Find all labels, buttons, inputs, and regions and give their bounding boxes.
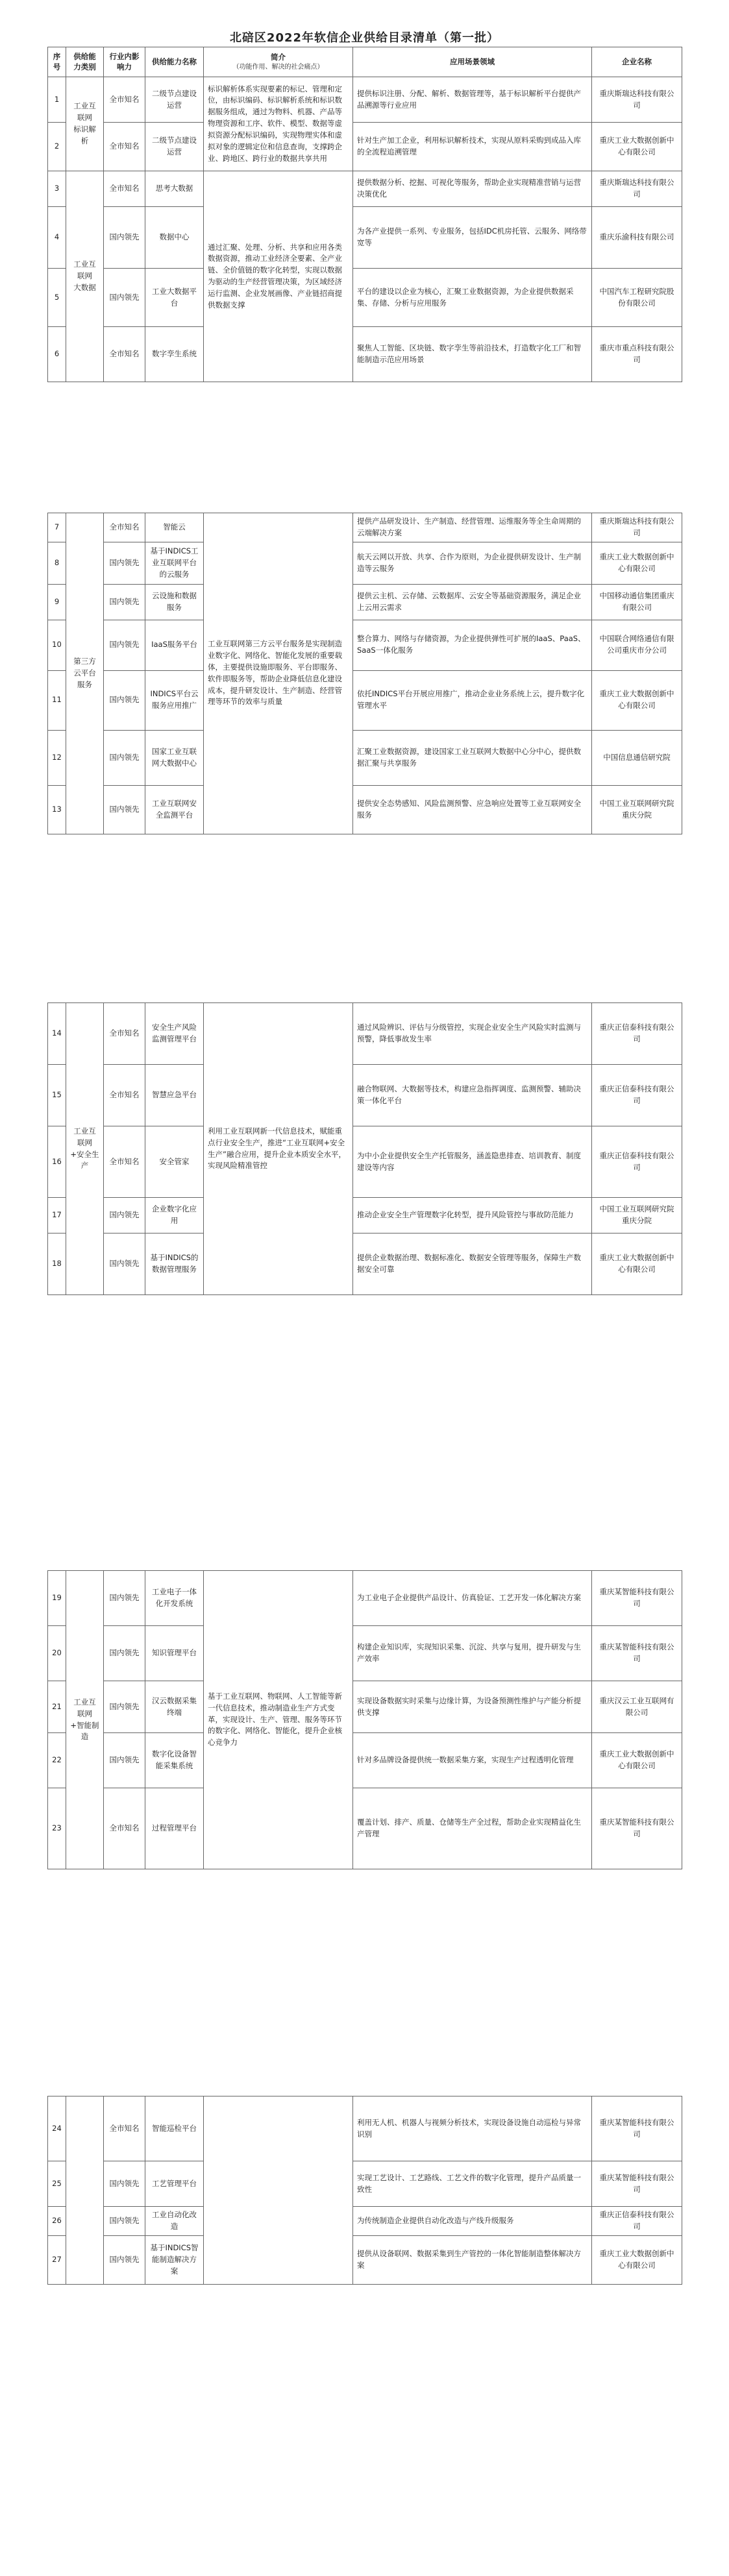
cell-application-scenario: 汇聚工业数据资源，建设国家工业互联网大数据中心分中心，提供数据汇聚与共享服务	[353, 730, 592, 785]
cell-capability-name: 二级节点建设 运营	[145, 77, 204, 123]
cell-company-name: 中国汽车工程研究院股份有限公司	[592, 269, 682, 327]
cell-number: 25	[48, 2161, 66, 2207]
cell-number: 12	[48, 730, 66, 785]
cell-industry-influence: 全市知名	[104, 1788, 145, 1869]
cell-industry-influence: 全市知名	[104, 2096, 145, 2161]
cell-number: 3	[48, 171, 66, 207]
cell-application-scenario: 推动企业安全生产管理数字化转型，提升风险管控与事故防范能力	[353, 1198, 592, 1233]
table-row	[48, 1788, 682, 1869]
cell-application-scenario: 为传统制造企业提供自动化改造与产线升级服务	[353, 2207, 592, 2236]
cell-capability-name: 云设施和数据服务	[145, 584, 204, 620]
cell-capability-name: 基于INDICS的数据管理服务	[145, 1233, 204, 1295]
cell-category: 工业互联网 大数据	[66, 171, 104, 382]
cell-application-scenario: 针对生产加工企业，利用标识解析技术，实现从原料采购到成品入库的全流程追溯管理	[353, 123, 592, 171]
cell-company-name: 重庆乐渝科技有限公司	[592, 207, 682, 269]
cell-company-name: 中国联合网络通信有限公司重庆市分公司	[592, 620, 682, 670]
cell-industry-influence: 国内领先	[104, 542, 145, 584]
cell-number: 13	[48, 785, 66, 834]
cell-introduction: 基于工业互联网、物联网、人工智能等新一代信息技术，推动制造业生产方式变革，实现设计、生产、管理、服务等环节的数字化、网络化、智能化，提升企业核心竞争力	[204, 1571, 353, 1869]
cell-company-name: 重庆工业大数据创新中心有限公司	[592, 1233, 682, 1295]
cell-number: 22	[48, 1733, 66, 1788]
cell-industry-influence: 国内领先	[104, 670, 145, 730]
cell-industry-influence: 全市知名	[104, 77, 145, 123]
cell-capability-name: 智慧应急平台	[145, 1065, 204, 1126]
cell-number: 26	[48, 2207, 66, 2236]
cell-company-name: 重庆汉云工业互联网有限公司	[592, 1681, 682, 1733]
table-row	[48, 327, 682, 382]
cell-industry-influence: 全市知名	[104, 1126, 145, 1198]
cell-application-scenario: 实现设备数据实时采集与边缘计算，为设备预测性维护与产能分析提供支撑	[353, 1681, 592, 1733]
cell-application-scenario: 航天云网以开放、共享、合作为原则，为企业提供研发设计、生产制造等云服务	[353, 542, 592, 584]
table-row	[48, 2235, 682, 2284]
cell-application-scenario: 实现工艺设计、工艺路线、工艺文件的数字化管理，提升产品质量一致性	[353, 2161, 592, 2207]
cell-number: 18	[48, 1233, 66, 1295]
header-row	[48, 47, 682, 77]
cell-application-scenario: 平台的建设以企业为核心，汇聚工业数据资源，为企业提供数据采集、存储、分析与应用服务	[353, 269, 592, 327]
header-scenario: 应用场景领域	[353, 47, 592, 77]
cell-company-name: 重庆工业大数据创新中心有限公司	[592, 670, 682, 730]
table-row	[48, 2161, 682, 2207]
cell-number: 1	[48, 77, 66, 123]
cell-industry-influence: 国内领先	[104, 2207, 145, 2236]
cell-category	[66, 2096, 104, 2285]
cell-capability-name: IaaS服务平台	[145, 620, 204, 670]
cell-company-name: 重庆斯瑞达科技有限公司	[592, 77, 682, 123]
header-intro-title: 简介	[271, 52, 286, 62]
cell-application-scenario: 提供数据分析、挖掘、可视化等服务，帮助企业实现精准营销与运营决策优化	[353, 171, 592, 207]
cell-capability-name: 过程管理平台	[145, 1788, 204, 1869]
cell-company-name: 重庆正信泰科技有限公司	[592, 1003, 682, 1065]
cell-industry-influence: 国内领先	[104, 730, 145, 785]
cell-industry-influence: 国内领先	[104, 1233, 145, 1295]
cell-introduction: 通过汇聚、处理、分析、共享和应用各类数据资源，推动工业经济全要素、全产业链、全价值链的数字化转型，实现以数据为驱动的生产经营管理决策，为区域经济运行监测、企业发展画像、产业链招商提供数据支撑	[204, 171, 353, 382]
cell-capability-name: 智能云	[145, 513, 204, 542]
header-name: 供给能力名称	[145, 47, 204, 77]
cell-category: 工业互联网 +安全生产	[66, 1003, 104, 1295]
cell-number: 15	[48, 1065, 66, 1126]
document-title: 北碚区2022年软信企业供给目录清单（第一批）	[229, 31, 500, 45]
cell-application-scenario: 提供产品研发设计、生产制造、经营管理、运维服务等全生命周期的云端解决方案	[353, 513, 592, 542]
table-row	[48, 123, 682, 171]
table-row	[48, 1198, 682, 1233]
cell-application-scenario: 提供安全态势感知、风险监测预警、应急响应处置等工业互联网安全服务	[353, 785, 592, 834]
cell-application-scenario: 提供企业数据治理、数据标准化、数据安全管理等服务，保障生产数据安全可靠	[353, 1233, 592, 1295]
cell-industry-influence: 国内领先	[104, 1733, 145, 1788]
table-row	[48, 670, 682, 730]
cell-industry-influence: 全市知名	[104, 327, 145, 382]
header-intro-subtitle: （功能作用、解决的社会痛点）	[232, 63, 324, 71]
directory-table	[47, 2096, 682, 2285]
cell-category: 工业互联网 +智能制造	[66, 1571, 104, 1869]
cell-industry-influence: 国内领先	[104, 1571, 145, 1626]
cell-introduction: 工业互联网第三方云平台服务是实现制造业数字化、网络化、智能化发展的重要载体，主要提供设施即服务、平台即服务、软件即服务等，帮助企业降低信息化建设成本，提升研发设计、生产制造、经营管理等环节的效率与质量	[204, 513, 353, 834]
cell-number: 21	[48, 1681, 66, 1733]
table-row	[48, 584, 682, 620]
cell-capability-name: 安全管家	[145, 1126, 204, 1198]
table-row	[48, 1003, 682, 1065]
cell-application-scenario: 融合物联网、大数据等技术，构建应急指挥调度、监测预警、辅助决策一体化平台	[353, 1065, 592, 1126]
cell-capability-name: 数据中心	[145, 207, 204, 269]
cell-industry-influence: 全市知名	[104, 1065, 145, 1126]
table-row	[48, 1065, 682, 1126]
cell-company-name: 中国移动通信集团重庆有限公司	[592, 584, 682, 620]
header-industry: 行业内影响力	[104, 47, 145, 77]
cell-application-scenario: 通过风险辨识、评估与分级管控，实现企业安全生产风险实时监测与预警，降低事故发生率	[353, 1003, 592, 1065]
cell-category: 第三方 云平台服务	[66, 513, 104, 834]
cell-company-name: 重庆正信泰科技有限公司	[592, 1126, 682, 1198]
cell-capability-name: 安全生产风险监测管理平台	[145, 1003, 204, 1065]
cell-capability-name: 企业数字化应用	[145, 1198, 204, 1233]
cell-capability-name: 二级节点建设 运营	[145, 123, 204, 171]
cell-company-name: 重庆某智能科技有限公司	[592, 1571, 682, 1626]
cell-capability-name: INDICS平台云服务应用推广	[145, 670, 204, 730]
cell-number: 17	[48, 1198, 66, 1233]
cell-number: 11	[48, 670, 66, 730]
cell-capability-name: 工业大数据平台	[145, 269, 204, 327]
table-row	[48, 269, 682, 327]
cell-company-name: 重庆某智能科技有限公司	[592, 2161, 682, 2207]
header-category: 供给能力类别	[66, 47, 104, 77]
cell-company-name: 重庆斯瑞达科技有限公司	[592, 513, 682, 542]
cell-capability-name: 工业互联网安全监测平台	[145, 785, 204, 834]
cell-industry-influence: 国内领先	[104, 785, 145, 834]
header-intro	[204, 47, 353, 77]
cell-industry-influence: 国内领先	[104, 584, 145, 620]
cell-capability-name: 数字孪生系统	[145, 327, 204, 382]
cell-industry-influence: 国内领先	[104, 2161, 145, 2207]
cell-capability-name: 智能巡检平台	[145, 2096, 204, 2161]
table-row	[48, 1571, 682, 1626]
table-row	[48, 207, 682, 269]
table-row	[48, 1233, 682, 1295]
cell-number: 9	[48, 584, 66, 620]
cell-capability-name: 工艺管理平台	[145, 2161, 204, 2207]
table-row	[48, 513, 682, 542]
cell-company-name: 重庆正信泰科技有限公司	[592, 2207, 682, 2236]
cell-industry-influence: 国内领先	[104, 207, 145, 269]
table-row	[48, 171, 682, 207]
cell-category: 工业互联网 标识解析	[66, 77, 104, 171]
table-row	[48, 77, 682, 123]
cell-industry-influence: 国内领先	[104, 1681, 145, 1733]
cell-industry-influence: 全市知名	[104, 513, 145, 542]
cell-company-name: 重庆某智能科技有限公司	[592, 1788, 682, 1869]
cell-number: 24	[48, 2096, 66, 2161]
cell-industry-influence: 国内领先	[104, 1626, 145, 1681]
cell-number: 27	[48, 2235, 66, 2284]
table-row	[48, 1733, 682, 1788]
cell-company-name: 重庆市重点科技有限公司	[592, 327, 682, 382]
cell-capability-name: 工业自动化改造	[145, 2207, 204, 2236]
cell-number: 8	[48, 542, 66, 584]
cell-company-name: 中国信息通信研究院	[592, 730, 682, 785]
cell-capability-name: 思考大数据	[145, 171, 204, 207]
cell-application-scenario: 构建企业知识库，实现知识采集、沉淀、共享与复用，提升研发与生产效率	[353, 1626, 592, 1681]
cell-number: 20	[48, 1626, 66, 1681]
table-row	[48, 1626, 682, 1681]
table-row	[48, 1126, 682, 1198]
cell-industry-influence: 国内领先	[104, 2235, 145, 2284]
cell-application-scenario: 利用无人机、机器人与视频分析技术，实现设备设施自动巡检与异常识别	[353, 2096, 592, 2161]
cell-company-name: 重庆某智能科技有限公司	[592, 1626, 682, 1681]
cell-capability-name: 知识管理平台	[145, 1626, 204, 1681]
table-row	[48, 730, 682, 785]
cell-introduction	[204, 2096, 353, 2285]
cell-application-scenario: 依托INDICS平台开展应用推广，推动企业业务系统上云，提升数字化管理水平	[353, 670, 592, 730]
cell-application-scenario: 为中小企业提供安全生产托管服务，涵盖隐患排查、培训教育、制度建设等内容	[353, 1126, 592, 1198]
table-row	[48, 785, 682, 834]
cell-number: 7	[48, 513, 66, 542]
cell-number: 5	[48, 269, 66, 327]
table-row	[48, 1681, 682, 1733]
cell-company-name: 重庆工业大数据创新中心有限公司	[592, 123, 682, 171]
cell-number: 14	[48, 1003, 66, 1065]
cell-number: 16	[48, 1126, 66, 1198]
cell-company-name: 重庆工业大数据创新中心有限公司	[592, 1733, 682, 1788]
table-row	[48, 2096, 682, 2161]
cell-application-scenario: 覆盖计划、排产、质量、仓储等生产全过程，帮助企业实现精益化生产管理	[353, 1788, 592, 1869]
cell-industry-influence: 国内领先	[104, 269, 145, 327]
cell-application-scenario: 为工业电子企业提供产品设计、仿真验证、工艺开发一体化解决方案	[353, 1571, 592, 1626]
cell-number: 19	[48, 1571, 66, 1626]
cell-industry-influence: 全市知名	[104, 1003, 145, 1065]
cell-industry-influence: 全市知名	[104, 123, 145, 171]
directory-table	[47, 47, 682, 382]
cell-capability-name: 国家工业互联网大数据中心	[145, 730, 204, 785]
cell-industry-influence: 国内领先	[104, 1198, 145, 1233]
cell-company-name: 重庆工业大数据创新中心有限公司	[592, 2235, 682, 2284]
cell-company-name: 重庆斯瑞达科技有限公司	[592, 171, 682, 207]
directory-table	[47, 1002, 682, 1295]
cell-company-name: 重庆某智能科技有限公司	[592, 2096, 682, 2161]
cell-application-scenario: 整合算力、网络与存储资源，为企业提供弹性可扩展的IaaS、PaaS、SaaS一体化服务	[353, 620, 592, 670]
cell-application-scenario: 提供标识注册、分配、解析、数据管理等，基于标识解析平台提供产品溯源等行业应用	[353, 77, 592, 123]
cell-capability-name: 汉云数据采集终端	[145, 1681, 204, 1733]
header-no: 序号	[48, 47, 66, 77]
cell-capability-name: 数字化设备智能采集系统	[145, 1733, 204, 1788]
cell-introduction: 利用工业互联网新一代信息技术，赋能重点行业安全生产，推进“工业互联网+安全生产”融合应用，提升企业本质安全水平，实现风险精准管控	[204, 1003, 353, 1295]
cell-number: 23	[48, 1788, 66, 1869]
cell-company-name: 重庆工业大数据创新中心有限公司	[592, 542, 682, 584]
cell-number: 2	[48, 123, 66, 171]
cell-introduction: 标识解析体系实现要素的标记、管理和定位，由标识编码、标识解析系统和标识数据服务组成，通过为物料、机器、产品等物理资源和工序、软件、模型、数据等虚拟资源分配标识编码，实现物理实体和虚拟对象的逻辑定位和信息查询，支撑跨企业、跨地区、跨行业的数据共享共用	[204, 77, 353, 171]
cell-number: 10	[48, 620, 66, 670]
table-row	[48, 542, 682, 584]
table-row	[48, 2207, 682, 2236]
cell-company-name: 重庆正信泰科技有限公司	[592, 1065, 682, 1126]
cell-capability-name: 工业电子一体化开发系统	[145, 1571, 204, 1626]
cell-application-scenario: 针对多品牌设备提供统一数据采集方案，实现生产过程透明化管理	[353, 1733, 592, 1788]
cell-application-scenario: 提供从设备联网、数据采集到生产管控的一体化智能制造整体解决方案	[353, 2235, 592, 2284]
directory-table	[47, 513, 682, 834]
cell-company-name: 中国工业互联网研究院重庆分院	[592, 1198, 682, 1233]
cell-company-name: 中国工业互联网研究院重庆分院	[592, 785, 682, 834]
cell-capability-name: 基于INDICS智能制造解决方案	[145, 2235, 204, 2284]
header-company: 企业名称	[592, 47, 682, 77]
cell-application-scenario: 为各产业提供一系列、专业服务，包括IDC机房托管、云服务、网络带宽等	[353, 207, 592, 269]
cell-application-scenario: 提供云主机、云存储、云数据库、云安全等基础资源服务，满足企业上云用云需求	[353, 584, 592, 620]
cell-capability-name: 基于INDICS工业互联网平台的云服务	[145, 542, 204, 584]
cell-industry-influence: 全市知名	[104, 171, 145, 207]
table-row	[48, 620, 682, 670]
cell-industry-influence: 国内领先	[104, 620, 145, 670]
cell-number: 4	[48, 207, 66, 269]
cell-application-scenario: 聚焦人工智能、区块链、数字孪生等前沿技术，打造数字化工厂和智能制造示范应用场景	[353, 327, 592, 382]
directory-table	[47, 1570, 682, 1869]
cell-number: 6	[48, 327, 66, 382]
